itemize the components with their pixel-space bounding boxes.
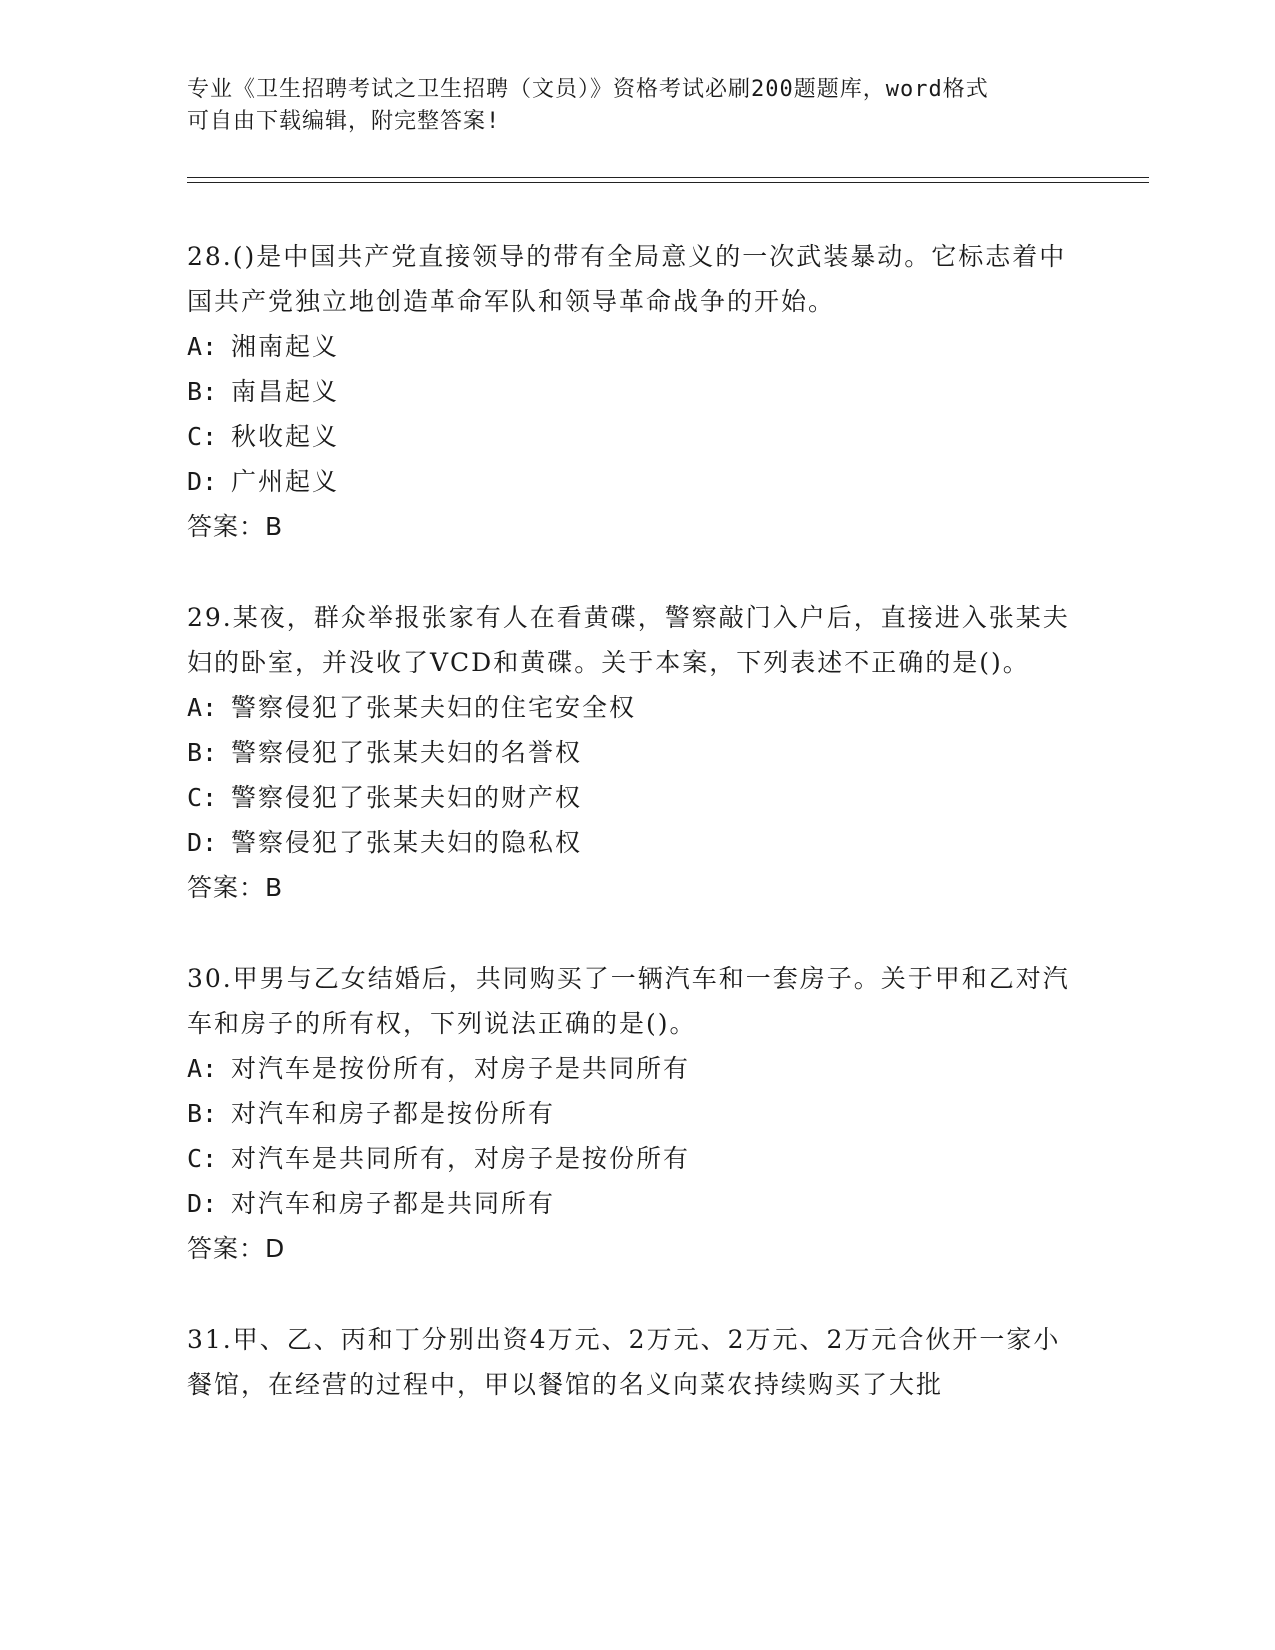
option-b — [187, 730, 1087, 775]
option-text: 秋收起义 — [231, 422, 340, 451]
option-letter: B: — [187, 738, 218, 767]
answer-line: 答案：B — [187, 873, 284, 902]
option-text: 广州起义 — [231, 467, 340, 496]
option-text: 警察侵犯了张某夫妇的名誉权 — [231, 738, 583, 767]
option-letter: D: — [187, 467, 218, 496]
option-letter: D: — [187, 1189, 218, 1218]
option-c — [187, 414, 1087, 459]
question-item — [187, 956, 1087, 1271]
question-item — [187, 595, 1087, 910]
option-c — [187, 775, 1087, 820]
option-letter: A: — [187, 693, 218, 722]
option-letter: D: — [187, 828, 218, 857]
option-letter: C: — [187, 422, 218, 451]
option-b — [187, 369, 1087, 414]
option-text: 对汽车是按份所有，对房子是共同所有 — [231, 1054, 691, 1083]
question-stem: 29.某夜，群众举报张家有人在看黄碟，警察敲门入户后，直接进入张某夫妇的卧室，并没收了VCD和黄碟。关于本案，下列表述不正确的是()。 — [187, 603, 1070, 677]
document-header — [187, 74, 1087, 138]
option-letter: A: — [187, 332, 218, 361]
option-text: 湘南起义 — [231, 332, 340, 361]
option-text: 对汽车和房子都是按份所有 — [231, 1099, 556, 1128]
option-letter: C: — [187, 783, 218, 812]
option-text: 对汽车是共同所有，对房子是按份所有 — [231, 1144, 691, 1173]
option-text: 南昌起义 — [231, 377, 340, 406]
option-b — [187, 1091, 1087, 1136]
question-stem: 28.()是中国共产党直接领导的带有全局意义的一次武装暴动。它标志着中国共产党独立地创造革命军队和领导革命战争的开始。 — [187, 242, 1067, 316]
option-letter: C: — [187, 1144, 218, 1173]
option-text: 警察侵犯了张某夫妇的住宅安全权 — [231, 693, 637, 722]
option-a — [187, 685, 1087, 730]
question-item — [187, 234, 1087, 549]
header-line-2: 可自由下载编辑，附完整答案! — [187, 109, 501, 134]
option-a — [187, 1046, 1087, 1091]
option-letter: B: — [187, 1099, 218, 1128]
question-stem: 31.甲、乙、丙和丁分别出资4万元、2万元、2万元、2万元合伙开一家小餐馆，在经营的过程中，甲以餐馆的名义向菜农持续购买了大批 — [187, 1325, 1061, 1399]
header-divider-top — [187, 177, 1149, 178]
option-c — [187, 1136, 1087, 1181]
option-text: 警察侵犯了张某夫妇的隐私权 — [231, 828, 583, 857]
option-d — [187, 820, 1087, 865]
answer-line: 答案：B — [187, 512, 284, 541]
option-d — [187, 459, 1087, 504]
question-item — [187, 1317, 1087, 1407]
option-a — [187, 324, 1087, 369]
option-text: 对汽车和房子都是共同所有 — [231, 1189, 556, 1218]
option-text: 警察侵犯了张某夫妇的财产权 — [231, 783, 583, 812]
answer-line: 答案：D — [187, 1234, 286, 1263]
question-list — [187, 234, 1087, 1453]
question-stem: 30.甲男与乙女结婚后，共同购买了一辆汽车和一套房子。关于甲和乙对汽车和房子的所有权，下列说法正确的是()。 — [187, 964, 1070, 1038]
header-line-1: 专业《卫生招聘考试之卫生招聘（文员）》资格考试必刷200题题库，word格式 — [187, 77, 989, 102]
option-letter: B: — [187, 377, 218, 406]
option-d — [187, 1181, 1087, 1226]
option-letter: A: — [187, 1054, 218, 1083]
header-divider-bottom — [187, 182, 1149, 183]
